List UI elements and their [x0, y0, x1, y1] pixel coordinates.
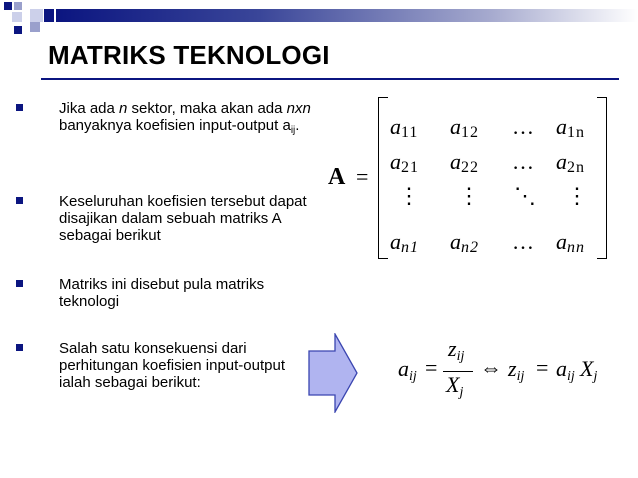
right-arrow-icon: [308, 333, 358, 413]
bullet-marker: [16, 344, 23, 351]
matrix-cell: …: [512, 114, 534, 139]
matrix-cell: …: [512, 149, 534, 174]
header-gradient-bar: [56, 9, 638, 22]
bullet-text: Keseluruhan koefisien tersebut dapat disajikan dalam sebuah matriks A sebagai berikut: [59, 193, 307, 244]
decor-square: [14, 2, 22, 10]
matrix-cell: an1: [390, 229, 419, 256]
formula-numerator: zij: [448, 336, 465, 364]
bullet-marker: [16, 197, 23, 204]
bullet-marker: [16, 280, 23, 287]
decor-square: [14, 26, 22, 34]
matrix-name: A: [328, 164, 346, 190]
matrix-equals: =: [356, 164, 369, 189]
bullet-marker: [16, 104, 23, 111]
formula-lhs: aij: [398, 356, 417, 384]
bullet-text: Jika ada n sektor, maka akan ada nxn banyaknya koefisien input-output $a_{ij}$.: [59, 100, 311, 136]
matrix-cell: a2n: [556, 149, 585, 176]
formula-equivalence: ⇔: [480, 355, 502, 380]
matrix-cell: a11: [390, 114, 419, 141]
bullet-2: [16, 193, 316, 244]
decor-square: [12, 12, 22, 22]
matrix-cell: ⋮: [566, 183, 588, 208]
bullet-4: [16, 340, 316, 391]
matrix-cell: ⋮: [398, 183, 420, 208]
matrix-cell: a21: [390, 149, 419, 176]
formula-rhs-a: aij: [556, 356, 575, 384]
decor-square: [30, 22, 40, 32]
formula-rhs-z: zij: [508, 356, 525, 384]
bullet-1: [16, 100, 316, 134]
matrix-cell: ⋮: [458, 183, 480, 208]
matrix-right-bracket: [597, 97, 607, 259]
formula-equals-2: =: [536, 355, 549, 380]
bullet-3: [16, 276, 316, 310]
matrix-left-bracket: [378, 97, 388, 259]
decor-square: [44, 9, 54, 22]
formula-rhs-x: Xj: [580, 356, 598, 384]
matrix-cell: an2: [450, 229, 479, 256]
matrix-cell: a12: [450, 114, 479, 141]
formula-equals: =: [425, 355, 438, 380]
formula-denominator: Xj: [446, 372, 464, 400]
matrix-cell: a1n: [556, 114, 585, 141]
decor-square: [30, 9, 43, 22]
matrix-cell: a22: [450, 149, 479, 176]
bullet-text: Salah satu konsekuensi dari perhitungan koefisien input-output ialah sebagai berikut:: [59, 340, 285, 391]
matrix-cell: …: [512, 229, 534, 254]
decor-square: [4, 2, 12, 10]
slide-title: MATRIKS TEKNOLOGI: [48, 40, 330, 70]
matrix-cell: ann: [556, 229, 585, 256]
bullet-text: Matriks ini disebut pula matriks teknologi: [59, 276, 265, 310]
title-underline: [41, 78, 619, 80]
matrix-cell: ⋱: [514, 183, 536, 208]
